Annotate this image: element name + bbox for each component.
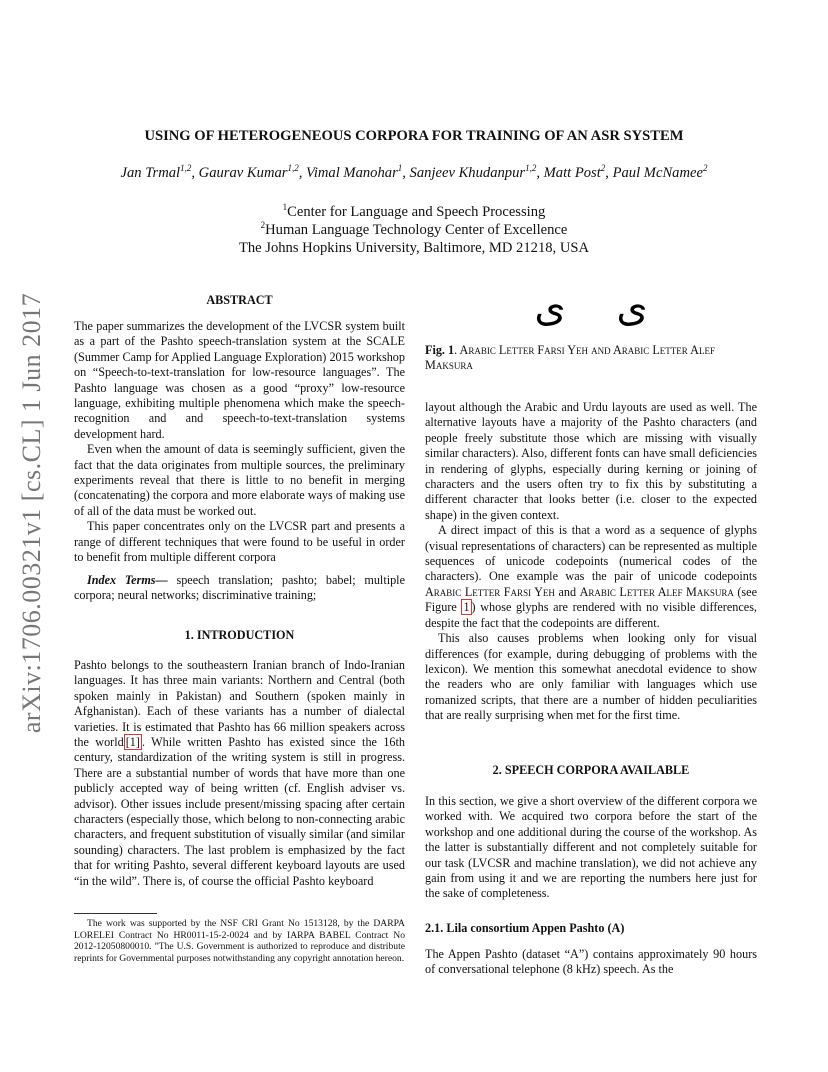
index-terms-label: Index Terms—: [87, 573, 168, 587]
abstract-body: [74, 319, 405, 566]
body-paragraph: In this section, we give a short overview of the different corpora we worked with. We acquired two corpora before the start of the workshop and one additional during the course of the workshop. As the latter is substantially different and not completely suitable for our task (LVCSR and machine translation), we did not achieve any gain from using it and we are reporting the numbers here just for the sake of completeness.: [425, 794, 757, 901]
body-text: ) whose glyphs are rendered with no visible differences, despite the fact that the codepoints are different.: [425, 600, 757, 630]
footnote-rule: [74, 913, 157, 914]
right-body: [425, 400, 757, 724]
figure-reference-link[interactable]: 1: [463, 600, 470, 615]
affil-text: Center for Language and Speech Processing: [287, 204, 546, 220]
abstract-paragraph: Even when the amount of data is seemingly sufficient, given the fact that the data originates from multiple sources, the preliminary experiments reveal that there is little to no benefit in merging (concatenating) the corpora and more elaborate ways of making use of all of the data must be worked out.: [74, 442, 405, 518]
affiliation-3: The Johns Hopkins University, Baltimore, MD 21218, USA: [238, 240, 590, 256]
author-affil-mark: 2: [702, 163, 708, 174]
figure-label: Fig. 1: [425, 343, 455, 357]
arabic-glyphs-figure: [520, 288, 680, 330]
abstract-heading: ABSTRACT: [206, 293, 273, 307]
figure-1-caption: [425, 343, 757, 374]
index-terms-text: speech translation; pashto; babel; multiple corpora; neural networks; discriminative training;: [74, 573, 405, 603]
figure-caption-text: . Arabic Letter Farsi Yeh and Arabic Letter Alef Maksura: [425, 343, 715, 373]
abstract-paragraph: The paper summarizes the development of the LVCSR system built as a part of the Pashto speech-translation system at the SCALE (Summer Camp for Applied Language Exploration) 2015 workshop on “Speech-to-text-translation for low-resource languages”. The Pashto language was chosen as a good “proxy” low-resource language, exhibiting multiple phenomena which make the speech-recognition and and speech-to-text-translation systems development hard.: [74, 319, 405, 441]
footnote: [74, 918, 405, 964]
affiliations: [60, 203, 768, 257]
glyph-alef-maksura: ى: [616, 288, 648, 330]
arxiv-identifier: [14, 292, 50, 734]
figure-1-glyphs: [520, 288, 680, 330]
arxiv-identifier-text: arXiv:1706.00321v1 [cs.CL] 1 Jun 2017: [17, 292, 46, 734]
affil-mark: 1: [282, 202, 288, 213]
intro-body: [74, 658, 405, 889]
body-paragraph: The Appen Pashto (dataset “A”) contains approximately 90 hours of conversational telephone (8 kHz) speech. As the: [425, 947, 757, 977]
affiliation-1: [60, 203, 768, 221]
author-affil-mark: 1,2: [525, 163, 537, 174]
author-affil-mark: 2: [600, 163, 606, 174]
author: Sanjeev Khudanpur: [409, 165, 526, 181]
affil-text: Human Language Technology Center of Excellence: [265, 222, 568, 238]
codepoint-name: Arabic Letter Alef Maksura: [579, 584, 734, 599]
codepoint-name: Arabic Letter Farsi Yeh: [425, 584, 555, 599]
subsection-2-1-body: [425, 947, 757, 978]
affil-mark: 2: [260, 220, 266, 231]
abstract-paragraph: This paper concentrates only on the LVCSR part and presents a range of different techniques that were found to be useful in order to benefit from multiple different corpora: [74, 519, 405, 565]
body-text: (see Figure: [425, 584, 757, 615]
section-2-body: [425, 794, 757, 902]
paper-title: USING OF HETEROGENEOUS CORPORA FOR TRAINING OF AN ASR SYSTEM: [144, 128, 684, 144]
section-2-heading: 2. SPEECH CORPORA AVAILABLE: [492, 763, 690, 777]
author-affil-mark: 1,2: [287, 163, 299, 174]
author: Jan Trmal: [120, 165, 181, 181]
body-paragraph: [425, 523, 757, 631]
body-text: A direct impact of this is that a word as a sequence of glyphs (visual representations of characters) can be represented as multiple sequences of unicode codepoints (numerical codes of the characters). One example was the pair of unicode codepoints: [425, 523, 757, 584]
body-paragraph: This also causes problems when looking only for visual differences (for example, during debugging of problems with the lexicon). We mention this somewhat anecdotal evidence to show the readers who are only familiar with languages which use romanized scripts, that there are a number of hidden peculiarities that are really surprising when met for the first time.: [425, 631, 757, 723]
index-terms: [74, 573, 405, 604]
author-affil-mark: 1: [397, 163, 403, 174]
author: Gaurav Kumar: [198, 165, 288, 181]
intro-text: Pashto belongs to the southeastern Iranian branch of Indo-Iranian languages. It has three main variants: Northern and Central (both spoken mainly in Pakistan) and Southern (spoken mainly in Afghanistan). Each of these variants has a number of dialectal varieties. It is estimated that Pashto has 66 million speakers across the world: [74, 658, 405, 750]
citation-link[interactable]: [1]: [125, 735, 140, 750]
subsection-2-1-heading: 2.1. Lila consortium Appen Pashto (A): [425, 921, 625, 935]
glyph-farsi-yeh: ی: [534, 288, 566, 330]
author: Paul McNamee: [612, 165, 703, 181]
section-1-heading: 1. INTRODUCTION: [184, 628, 295, 642]
footnote-text: The work was supported by the NSF CRI Grant No 1513128, by the DARPA LORELEI Contract No HR0011-15-2-0024 and by IARPA BABEL Contract No 2012-12050800010. ”The U.S. Government is authorized to reproduce and distribute reprints for Governmental purposes notwithstanding any copyright annotation hereon.: [74, 918, 405, 964]
author: Vimal Manohar: [306, 165, 398, 181]
body-paragraph: layout although the Arabic and Urdu layouts are used as well. The alternative layouts have a majority of the Pashto characters (and people freely substitute those which are missing with visually similar characters). Also, different fonts can have small deficiencies in rendering of glyphs, especially during kerning or joining of characters and the users often try to fix this by substituting a different character that looks better (i.e. closer to the expected shape) in the given context.: [425, 400, 757, 522]
author-affil-mark: 1,2: [180, 163, 192, 174]
affiliation-2: [60, 221, 768, 239]
author-list: Jan Trmal$^{1,2}$, Gaurav Kumar$^{1,2}$, Vimal Manohar$^1$, Sanjeev Khudanpur$^{1,2}$, Matt Post$^2$, Paul McNamee$^2$: [120, 163, 708, 181]
intro-text: . While written Pashto has existed since the 16th century, standardization of the writing system is still in progress. There are a substantial number of words that have more than one publicly accepted way of being written (cf. English adviser vs. advisor). Other issues include present/missing spacing after certain characters (especially those, which belong to non-connecting arabic characters, and frequent substitution of visually similar (and similar sounding) characters. The last problem is emphasized by the fact that for writing Pashto, several different keyboard layouts are used “in the wild”. There is, of course the official Pashto keyboard: [74, 735, 406, 888]
author: Matt Post: [543, 165, 601, 181]
body-text: and: [554, 584, 580, 599]
